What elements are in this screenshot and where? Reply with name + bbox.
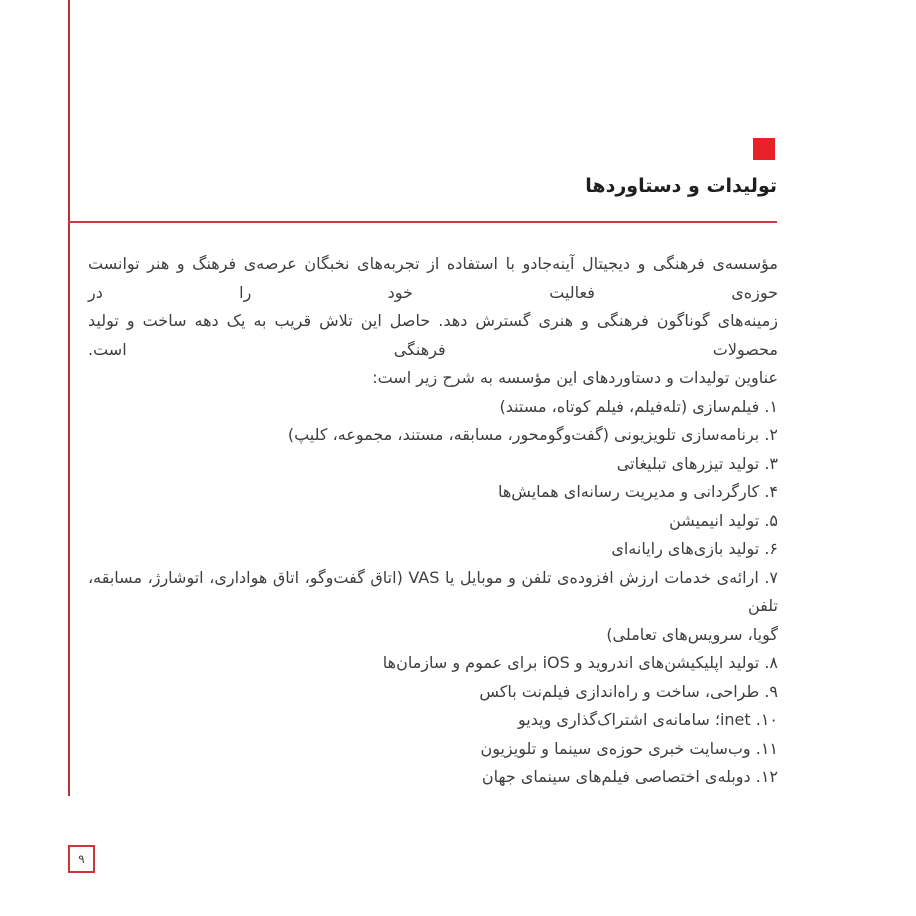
list-item: ۸. تولید اپلیکیشن‌های اندروید و iOS برای عموم و سازمان‌ها [382, 653, 778, 672]
list-item: ۴. کارگردانی و مدیریت رسانه‌ای همایش‌ها [497, 482, 778, 501]
list-item: ۶. تولید بازی‌های رایانه‌ای [611, 539, 778, 558]
page-number: ۹ [78, 852, 85, 866]
intro-line: زمینه‌های گوناگون فرهنگی و هنری گسترش دهد. حاصل این تلاش قریب به یک دهه ساخت و تولید محصولات فرهنگی است. [88, 311, 778, 359]
list-item: ۵. تولید انیمیشن [669, 510, 778, 530]
intro-line: عناوین تولیدات و دستاوردهای این مؤسسه به شرح زیر است: [372, 368, 778, 387]
list-item: ۱۰. inet؛ سامانه‌ی اشتراک‌گذاری ویدیو [518, 710, 778, 729]
list-item: ۱۱. وب‌سایت خبری حوزه‌ی سینما و تلویزیون [480, 738, 778, 758]
page-number-box [68, 845, 95, 873]
list-item: ۲. برنامه‌سازی تلویزیونی (گفت‌وگومحور، مسابقه، مستند، مجموعه، کلیپ) [287, 425, 778, 444]
intro-line: مؤسسه‌ی فرهنگی و دیجیتال آینه‌جادو با استفاده از تجربه‌های نخبگان عرصه‌ی فرهنگ و هنر توانست حوزه‌ی فعالیت خود را در [88, 254, 778, 302]
left-margin-rule [68, 0, 70, 796]
list-item-continuation: گویا، سرویس‌های تعاملی) [606, 624, 778, 644]
list-item: ۱۲. دوبله‌ی اختصاصی فیلم‌های سینمای جهان [481, 767, 778, 786]
list-item: ۹. طراحی، ساخت و راه‌اندازی فیلم‌نت باکس [479, 681, 778, 701]
list-item: ۱. فیلم‌سازی (تله‌فیلم، فیلم کوتاه، مستند) [499, 396, 778, 416]
list-item: ۳. تولید تیزرهای تبلیغاتی [616, 453, 778, 473]
section-heading: تولیدات و دستاوردها [585, 175, 777, 197]
body-text-block [88, 250, 778, 792]
red-accent-square [753, 138, 775, 160]
heading-divider-rule [68, 221, 777, 223]
list-item: ۷. ارائه‌ی خدمات ارزش افزوده‌ی تلفن و موبایل یا VAS (اتاق گفت‌وگو، اتاق هواداری، اتوشارژ، مسابقه، تلفن [88, 567, 779, 615]
